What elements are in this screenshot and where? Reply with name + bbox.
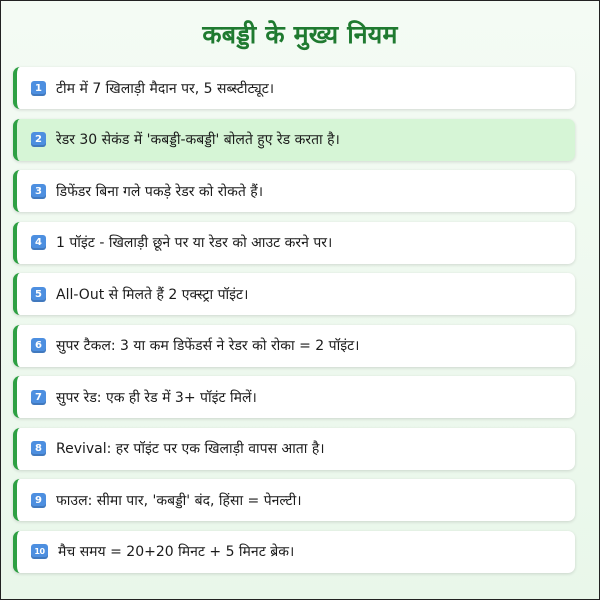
rule-item bbox=[13, 170, 575, 212]
number-badge-icon: 9 bbox=[31, 493, 46, 508]
number-badge-icon: 7 bbox=[31, 390, 46, 405]
number-badge-icon: 2 bbox=[31, 132, 46, 147]
rule-item bbox=[13, 428, 575, 470]
number-badge-icon: 8 bbox=[31, 441, 46, 456]
number-badge-icon: 10 bbox=[31, 544, 48, 559]
number-badge-icon: 4 bbox=[31, 235, 46, 250]
number-badge-icon: 1 bbox=[31, 81, 46, 96]
page-title: कबड्डी के मुख्य नियम bbox=[202, 20, 398, 49]
rule-item bbox=[13, 67, 575, 109]
rule-text: 1 पॉइंट - खिलाड़ी छूने पर या रेडर को आउट करने पर। bbox=[56, 235, 333, 251]
rule-text: Revival: हर पॉइंट पर एक खिलाड़ी वापस आता है। bbox=[56, 441, 325, 457]
rule-item bbox=[13, 273, 575, 315]
rule-text: All-Out से मिलते हैं 2 एक्स्ट्रा पॉइंट। bbox=[56, 286, 249, 303]
rule-text: डिफेंडर बिना गले पकड़े रेडर को रोकते हैं। bbox=[56, 183, 264, 200]
rule-item bbox=[13, 376, 575, 418]
rule-text: सुपर रेड: एक ही रेड में 3+ पॉइंट मिलें। bbox=[56, 389, 257, 406]
rule-item bbox=[13, 325, 575, 367]
rule-item bbox=[13, 222, 575, 264]
rule-text: रेडर 30 सेकंड में 'कबड्डी-कबड्डी' बोलते हुए रेड करता है। bbox=[56, 132, 340, 148]
rule-item-highlighted bbox=[13, 119, 575, 161]
rule-text: फाउल: सीमा पार, 'कबड्डी' बंद, हिंसा = पेनल्टी। bbox=[56, 492, 302, 509]
number-badge-icon: 3 bbox=[31, 184, 46, 199]
rules-list bbox=[13, 67, 575, 582]
rule-text: टीम में 7 खिलाड़ी मैदान पर, 5 सब्स्टीट्यूट। bbox=[56, 80, 275, 97]
rule-item bbox=[13, 531, 575, 573]
rule-text: मैच समय = 20+20 मिनट + 5 मिनट ब्रेक। bbox=[58, 544, 295, 560]
number-badge-icon: 5 bbox=[31, 287, 46, 302]
rule-item bbox=[13, 479, 575, 521]
number-badge-icon: 6 bbox=[31, 338, 46, 353]
rule-text: सुपर टैकल: 3 या कम डिफेंडर्स ने रेडर को रोका = 2 पॉइंट। bbox=[56, 338, 360, 354]
